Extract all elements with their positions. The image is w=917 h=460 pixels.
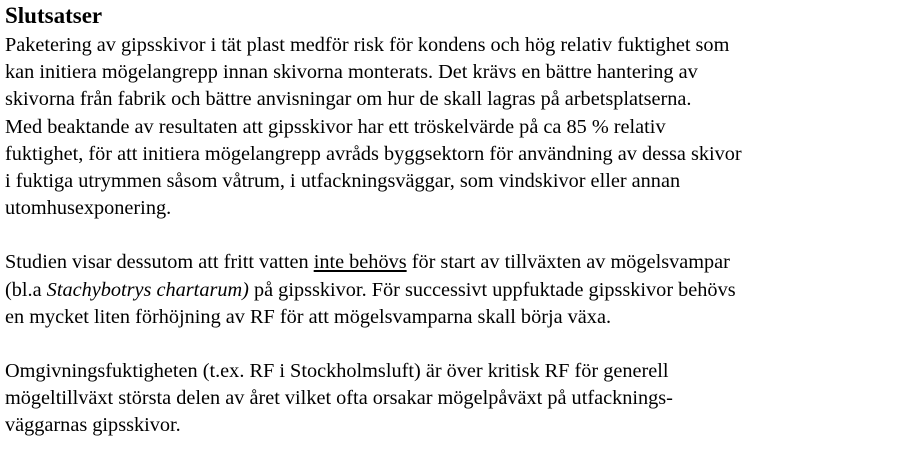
species-name-italic: Stachybotrys chartarum) (46, 278, 249, 301)
text-line: utomhusexponering. (5, 197, 172, 220)
paragraph-ambient-humidity (5, 358, 910, 440)
text-line: Paketering av gipsskivor i tät plast medför risk för kondens och hög relativ fuktighet som (5, 34, 730, 56)
text-line: skivorna från fabrik och bättre anvisningar om hur de skall lagras på arbetsplatserna. (5, 88, 692, 111)
text-line: i fuktiga utrymmen såsom våtrum, i utfackningsväggar, som vindskivor eller annan (5, 170, 681, 193)
text-run: på gipsskivor. För successivt uppfuktade gipsskivor behövs (248, 278, 736, 301)
paragraph-packaging (5, 32, 910, 222)
document-page (5, 0, 910, 440)
text-line: en mycket liten förhöjning av RF för att mögelsvamparna skall börja växa. (5, 305, 612, 328)
text-line: Med beaktande av resultaten att gipsskivor har ett tröskelvärde på ca 85 % relativ (5, 115, 666, 138)
text-line: väggarnas gipsskivor. (5, 414, 181, 437)
text-line: mögeltillväxt största delen av året vilket ofta orsakar mögelpåväxt på utfacknings- (5, 387, 673, 410)
text-run: Studien visar dessutom att fritt vatten (5, 251, 314, 274)
paragraph-free-water (5, 249, 910, 331)
text-line (5, 277, 910, 304)
text-line: kan initiera mögelangrepp innan skivorna monterats. Det krävs en bättre hantering av (5, 61, 698, 84)
text-line: Omgivningsfuktigheten (t.ex. RF i Stockholmsluft) är över kritisk RF för generell (5, 360, 669, 383)
paragraph-spacer (5, 331, 910, 358)
section-heading: Slutsatser (5, 3, 103, 28)
underlined-emphasis: inte behövs (313, 251, 407, 274)
text-line: fuktighet, för att initiera mögelangrepp avråds byggsektorn för användning av dessa skivor (5, 142, 742, 165)
text-run: för start av tillväxten av mögelsvampar (406, 251, 730, 274)
text-line (5, 249, 910, 276)
text-run: (bl.a (5, 278, 47, 301)
paragraph-spacer (5, 222, 910, 249)
